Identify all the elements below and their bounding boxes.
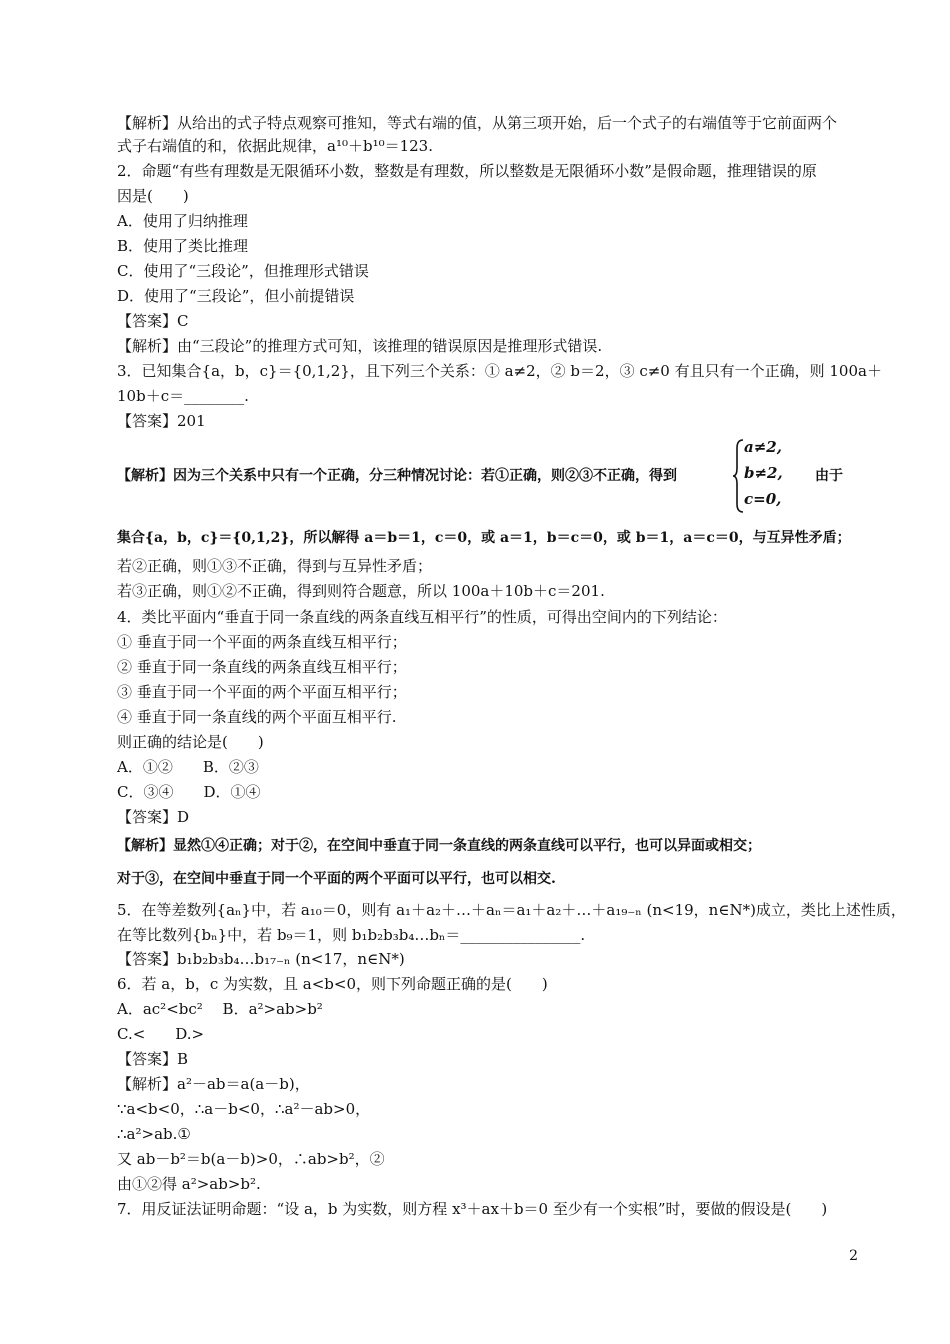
statement-1: ① 垂直于同一个平面的两条直线互相平行； <box>117 633 407 651</box>
text-line: ∵a<b<0，∴a－b<0，∴a²－ab>0， <box>117 1100 371 1118</box>
analysis-text: 【解析】a²－ab＝a(a－b)， <box>117 1075 310 1093</box>
text-line: 由①②得 a²>ab>b². <box>117 1175 261 1193</box>
answer-label: 【答案】C <box>117 312 189 330</box>
text-line: 则正确的结论是( ) <box>117 733 264 751</box>
system-line: a≠2, <box>744 438 782 456</box>
option-b: B．使用了类比推理 <box>117 237 249 255</box>
question-4: 4．类比平面内“垂直于同一条直线的两条直线互相平行”的性质，可得出空间内的下列结论： <box>117 608 727 626</box>
statement-2: ② 垂直于同一条直线的两条直线互相平行； <box>117 658 407 676</box>
question-6: 6．若 a，b，c 为实数，且 a<b<0，则下列命题正确的是( ) <box>117 975 548 993</box>
statement-3: ③ 垂直于同一个平面的两个平面互相平行； <box>117 683 407 701</box>
text-line: 由于 <box>815 468 843 484</box>
text-line: 又 ab－b²＝b(a－b)>0，∴ab>b²，② <box>117 1150 385 1168</box>
text-line: ∴a²>ab.① <box>117 1125 191 1143</box>
text-line: 在等比数列{bₙ}中，若 b₉＝1，则 b₁b₂b₃b₄…bₙ＝________________. <box>117 926 586 944</box>
text-line: 【解析】从给出的式子特点观察可推知，等式右端的值，从第三项开始，后一个式子的右端值等于它前面两个 <box>117 114 838 132</box>
analysis-text: 【解析】因为三个关系中只有一个正确，分三种情况讨论：若①正确，则②③不正确，得到 <box>117 468 677 484</box>
analysis-text: 【解析】显然①④正确；对于②，在空间中垂直于同一条直线的两条直线可以平行，也可以异面或相交； <box>117 838 761 854</box>
system-line: b≠2, <box>744 464 783 482</box>
answer-label: 【答案】D <box>117 808 190 826</box>
answer-label: 【答案】B <box>117 1050 189 1068</box>
options-cd: C.< D.> <box>117 1025 205 1043</box>
text-line: 若②正确，则①③不正确，得到与互异性矛盾； <box>117 557 433 575</box>
options-ab: A．ac²<bc² B．a²>ab>b² <box>117 1000 323 1018</box>
question-2: 2．命题“有些有理数是无限循环小数，整数是有理数，所以整数是无限循环小数”是假命题，推理错误的原 <box>117 162 817 180</box>
analysis-text: 对于③，在空间中垂直于同一个平面的两个平面可以平行，也可以相交. <box>117 871 556 887</box>
system-line: c=0, <box>744 490 782 508</box>
text-line: 若③正确，则①②不正确，得到则符合题意，所以 100a＋10b＋c＝201. <box>117 582 605 600</box>
text-line: 式子右端值的和，依据此规律，a¹⁰＋b¹⁰＝123. <box>117 137 433 155</box>
analysis-text: 【解析】由“三段论”的推理方式可知，该推理的错误原因是推理形式错误. <box>117 337 603 355</box>
answer-label: 【答案】b₁b₂b₃b₄…b₁₇₋ₙ (n<17，n∈N*) <box>117 950 405 968</box>
analysis-text: 集合{a，b，c}＝{0,1,2}，所以解得 a＝b＝1，c＝0，或 a＝1，b＝c＝0，或 b＝1，a＝c＝0，与互异性矛盾； <box>117 530 851 546</box>
text-line: 10b＋c＝________. <box>117 387 249 405</box>
question-5: 5．在等差数列{aₙ}中，若 a₁₀＝0，则有 a₁＋a₂＋…＋aₙ＝a₁＋a₂＋…＋a₁₉₋ₙ (n<19，n∈N*)成立，类比上述性质， <box>117 901 906 919</box>
option-a: A．使用了归纳推理 <box>117 212 248 230</box>
statement-4: ④ 垂直于同一条直线的两个平面互相平行. <box>117 708 397 726</box>
text-line: 因是( ) <box>117 187 189 205</box>
question-7: 7．用反证法证明命题：“设 a，b 为实数，则方程 x³＋ax＋b＝0 至少有一个实根”时，要做的假设是( ) <box>117 1200 828 1218</box>
options-ab: A．①② B．②③ <box>117 758 259 776</box>
page-number: 2 <box>849 1248 858 1264</box>
option-c: C．使用了“三段论”，但推理形式错误 <box>117 262 369 280</box>
options-cd: C．③④ D．①④ <box>117 783 261 801</box>
option-d: D．使用了“三段论”，但小前提错误 <box>117 287 355 305</box>
equation-system <box>733 438 793 514</box>
answer-label: 【答案】201 <box>117 412 206 430</box>
question-3: 3．已知集合{a，b，c}＝{0,1,2}，且下列三个关系：① a≠2，② b＝2，③ c≠0 有且只有一个正确，则 100a＋ <box>117 362 882 380</box>
